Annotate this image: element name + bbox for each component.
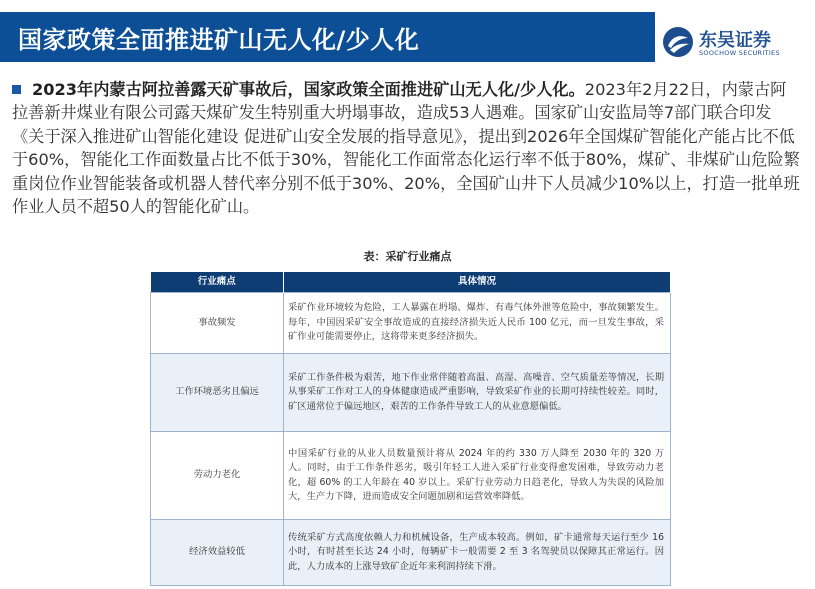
table-row	[151, 293, 671, 354]
table-header-row	[151, 272, 671, 293]
brand-name-en: SOOCHOW SECURITIES	[699, 49, 780, 57]
paragraph-lead: 2023年内蒙古阿拉善露天矿事故后，国家政策全面推进矿山无人化/少人化。	[32, 80, 585, 99]
bullet-square-icon	[12, 85, 21, 94]
row-details: 中国采矿行业的从业人员数量预计将从 2024 年的约 330 万人降至 2030 年的 320 万人。同时，由于工作条件恶劣，吸引年轻工人进入采矿行业变得愈发困难，导致劳动力老化，超 60% 的工人年龄在 40 岁以上。采矿行业劳动力日趋老化，导致人为失误的风险加大，生产力下降，进而造成安全问题加剧和运营效率降低。	[284, 432, 671, 520]
table-row	[151, 520, 671, 586]
row-pain-point: 经济效益较低	[151, 520, 284, 586]
brand-logo	[662, 24, 812, 60]
paragraph-body: 2023年2月22日，内蒙古阿拉善新井煤业有限公司露天煤矿发生特别重大坍塌事故，造成53人遇难。国家矿山安监局等7部门联合印发《关于深入推进矿山智能化建设 促进矿山安全发展的指导意见》，提出到2026年全国煤矿智能化产能占比不低于60%，智能化工作面数量占比不低于30%，智能化工作面常态化运行率不低于80%，煤矿、非煤矿山危险繁重岗位作业智能装备或机器人替代率分别不低于30%、20%，全国矿山井下人员减少10%以上，打造一批单班作业人员不超50人的智能化矿山。	[12, 80, 800, 217]
brand-name-cn: 东吴证券	[699, 30, 771, 51]
table-row	[151, 354, 671, 432]
column-header-pain-point: 行业痛点	[151, 272, 284, 293]
row-details: 传统采矿方式高度依赖人力和机械设备，生产成本较高。例如，矿卡通常每天运行至少 16 小时，有时甚至长达 24 小时，每辆矿卡一般需要 2 至 3 名驾驶员以保障其正常运行。因此，人力成本的上涨导致矿企近年来利润持续下滑。	[284, 520, 671, 586]
page-title: 国家政策全面推进矿山无人化/少人化	[18, 26, 420, 54]
row-details: 采矿工作条件极为艰苦，地下作业常伴随着高温、高湿、高噪音、空气质量差等情况，长期从事采矿工作对工人的身体健康造成严重影响，导致采矿作业的长期可持续性较差。同时，矿区通常位于偏远地区，艰苦的工作条件导致工人的从业意愿偏低。	[284, 354, 671, 432]
row-pain-point: 事故频发	[151, 293, 284, 354]
table-row	[151, 432, 671, 520]
row-pain-point: 劳动力老化	[151, 432, 284, 520]
paragraph-text	[12, 78, 802, 218]
row-details: 采矿作业环境较为危险，工人暴露在坍塌、爆炸、有毒气体外泄等危险中，事故频繁发生。每年，中国因采矿安全事故造成的直接经济损失近人民币 100 亿元，而一旦发生事故，采矿作业可能需要停止，这将带来更多经济损失。	[284, 293, 671, 354]
row-pain-point: 工作环境恶劣且偏远	[151, 354, 284, 432]
summary-paragraph	[12, 78, 802, 218]
brand-emblem-icon	[662, 26, 694, 58]
column-header-details: 具体情况	[284, 272, 671, 293]
table-caption: 表：采矿行业痛点	[363, 250, 452, 263]
pain-points-table	[150, 272, 671, 586]
